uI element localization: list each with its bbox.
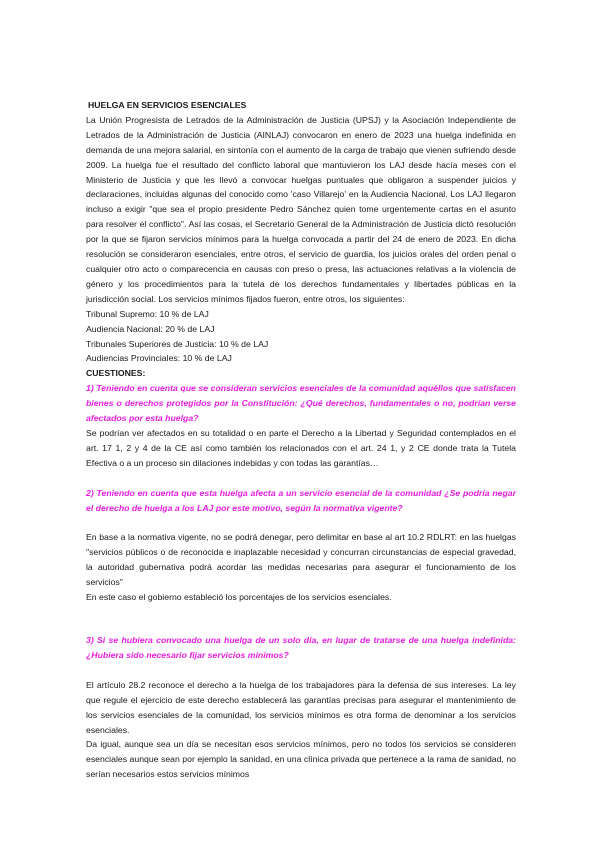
question-2: 2) Teniendo en cuenta que esta huelga afecta a un servicio esencial de la comunidad ¿Se podría negar el derecho de huelga a los LAJ por este motivo, según la normativa vigente? xyxy=(86,487,516,513)
answer-3: El artículo 28.2 reconoce el derecho a la huelga de los trabajadores para la defensa de sus intereses. La ley que regule el ejercicio de este derecho establecerá las garantías precisas para asegurar el mantenimiento de los servicios esenciales de la comunidad, los servicios mínimos es otra forma de denominar a los servicios esenciales. xyxy=(86,679,516,735)
answer-2: En base a la normativa vigente, no se podrá denegar, pero delimitar en base al art 10.2 RDLRT: en las huelgas "servicios públicos o de reconocida e inaplazable necesidad y concurran circunstancias de especial gravedad, la autoridad gubernativa podrá acordar las medidas necesarias para asegurar el funcionamiento de los servicios" xyxy=(86,532,516,588)
list-item: Audiencia Nacional: 20 % de LAJ xyxy=(86,323,215,334)
spacer xyxy=(86,471,516,486)
minimum-services-list xyxy=(86,307,516,367)
list-item: Audiencias Provinciales: 10 % de LAJ xyxy=(86,353,232,364)
spacer xyxy=(86,605,516,633)
list-item: Tribunales Superiores de Justicia: 10 % de LAJ xyxy=(86,338,269,349)
answer-1: Se podrían ver afectados en su totalidad o en parte el Derecho a la Libertad y Seguridad contemplados en el art. 17 1, 2 y 4 de la CE así como también los relacionados con el art. 24 1, y 2 CE donde trata la Tutela Efectiva o a un proceso sin dilaciones indebidas y con todas las garantías… xyxy=(86,427,516,468)
questions-heading: CUESTIONES: xyxy=(86,368,146,379)
document-body xyxy=(86,98,516,782)
intro-paragraph: La Unión Progresista de Letrados de la Administración de Justicia (UPSJ) y la Asociación Independiente de Letrados de la Administración de Justicia (AINLAJ) convocaron en enero de 2023 una huelga indefinida en demanda de una mejora salarial, en sintonía con el aumento de la carga de trabajo que vienen sufriendo desde 2009. La huelga fue el resultado del conflicto laboral que mantuvieron los LAJ desde hacía meses con el Ministerio de Justicia y que les llevó a convocar huelgas puntuales que obligaron a suspender juicios y declaraciones, incluidas algunas del conocido como 'caso Villarejo' en la Audiencia Nacional. Los LAJ llegaron incluso a exigir "que sea el propio presidente Pedro Sánchez quien tome urgentemente cartas en el asunto para resolver el conflicto". Así las cosas, el Secretario General de la Administración de Justicia dictó resolución por la que se fijaron servicios mínimos para la huelga convocada a partir del 24 de enero de 2023. En dicha resolución se consideraron esenciales, entre otros, el servicio de guardia, los juicios orales del orden penal o cualquier otro acto o comparecencia en causas con preso o presa, las actuaciones relativas a la violencia de género y los procedimientos para la tutela de los derechos fundamentales y libertades públicas en la jurisdicción social. Los servicios mínimos fijados fueron, entre otros, los siguientes: xyxy=(86,114,516,304)
list-item: Tribunal Supremo: 10 % de LAJ xyxy=(86,308,209,319)
answer-2-note: En este caso el gobierno estableció los porcentajes de los servicios esenciales. xyxy=(86,592,392,603)
spacer xyxy=(86,663,516,678)
answer-3-note: Da igual, aunque sea un día se necesitan esos servicios mínimos, pero no todos los servicios se consideren esenciales aunque sean por ejemplo la sanidad, en una clínica privada que pertenece a la rama de sanidad, no serían necesarios estos servicios mínimos xyxy=(86,739,516,780)
question-3: 3) Si se hubiera convocado una huelga de un solo día, en lugar de tratarse de una huelga indefinida: ¿Hubiera sido necesario fijar servicios mínimos? xyxy=(86,635,516,660)
spacer xyxy=(86,515,516,530)
document-title: HUELGA EN SERVICIOS ESENCIALES xyxy=(88,100,247,110)
question-1: 1) Teniendo en cuenta que se consideran servicios esenciales de la comunidad aquéllos que satisfacen bienes o derechos protegidos por la Constitución: ¿Qué derechos, fundamentales o no, podrían verse afectados por esta huelga? xyxy=(86,383,516,424)
